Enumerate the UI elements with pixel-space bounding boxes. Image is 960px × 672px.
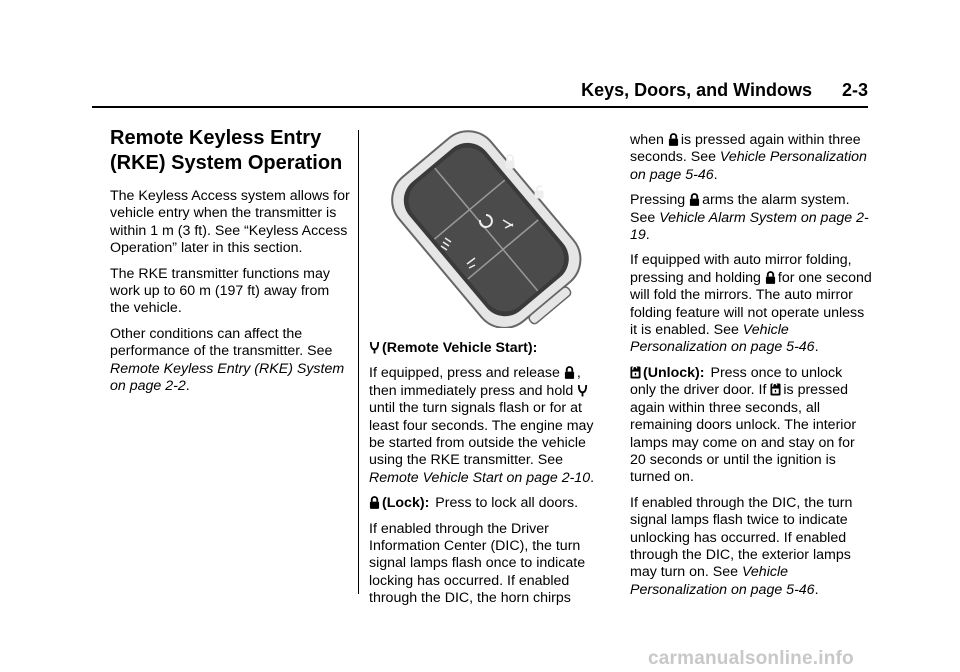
term-label: (Lock): [382,495,430,512]
lock-entry [369,495,611,512]
text: arms the alarm system. See [630,192,850,226]
text: . [713,166,718,183]
text: . [645,227,650,244]
text: Press once to unlock only the driver door. If [630,364,843,399]
text: If equipped, press and release [369,365,564,382]
remote-start-entry [369,340,611,357]
paragraph [110,326,350,396]
text: for one second will fold the mirrors. The auto mirror folding feature will not operate unless it is enabled. See [630,269,872,339]
lock-icon [765,271,776,284]
heading-line-1: Remote Keyless Entry [110,127,322,149]
text: until the turn signals flash or for at least four seconds. The engine may be started from outside the vehicle using the RKE transmitter. See [369,400,594,469]
text: Other conditions can affect the performance of the transmitter. See [110,325,333,360]
paragraph: The RKE transmitter functions may work up to 60 m (197 ft) away from the vehicle. [110,265,330,317]
cross-reference-link[interactable]: Vehicle Alarm System on page 2-19 [630,209,869,244]
term-label: (Unlock): [643,364,705,381]
lock-icon [369,496,380,509]
section-heading [110,126,350,176]
paragraph [369,365,611,487]
watermark: carmanualsonline.info [648,648,854,669]
text: . [590,469,595,486]
text: Press to lock all doors. [435,495,579,512]
unlock-icon [770,383,781,396]
lock-icon [668,133,679,146]
text: . [814,581,819,598]
header-section: Keys, Doors, and Windows [581,80,812,100]
text: If equipped with auto mirror folding, pressing and holding [630,252,852,286]
remote-start-icon [577,384,588,397]
heading-line-2: (RKE) System Operation [110,152,343,174]
unlock-entry [630,365,872,487]
column-1 [110,126,350,403]
text: then immediately press and hold [369,382,578,399]
header-rule [92,106,868,108]
text: If enabled through the DIC, the turn signal lamps flash twice to indicate unlocking has occurred. If enabled through the DIC, the exterior lamps may turn on. See [630,494,853,581]
running-header [92,80,868,102]
term-label: (Remote Vehicle Start): [382,340,538,356]
paragraph: The Keyless Access system allows for vehicle entry when the transmitter is within 1 m (3 ft). See “Keyless Access Operation” later in this section. [110,188,350,257]
unlock-icon [630,366,641,379]
key-fob-image [385,128,585,328]
paragraph [630,495,872,599]
paragraph [630,132,872,184]
remote-start-icon [369,341,380,354]
column-2 [369,340,611,616]
cross-reference-link[interactable]: Vehicle Personalization on page 5-46 [630,564,815,598]
paragraph [630,192,872,244]
lock-icon [564,366,575,379]
text: is pressed again within three seconds, all remaining doors unlock. The interior lamps may come on and stay on for 20 seconds or until the ignition is turned on. [630,382,857,486]
text: Pressing [630,192,690,209]
header-page-number: 2-3 [841,80,868,100]
cross-reference-link[interactable]: Vehicle Personalization on page 5-46 [630,149,867,183]
column-3 [630,132,872,607]
column-divider [358,130,359,594]
cross-reference-link[interactable]: Remote Vehicle Start on page 2-10 [369,469,591,486]
paragraph: If enabled through the Driver Information Center (DIC), the turn signal lamps flash once to indicate locking has occurred. If enabled through the DIC, the horn chirps [369,520,586,607]
text: when [630,132,668,148]
cross-reference-link[interactable]: Remote Keyless Entry (RKE) System on page 2-2 [110,360,345,395]
cross-reference-link[interactable]: Vehicle Personalization on page 5-46 [630,322,815,356]
lock-icon [689,193,700,206]
text: is pressed again within three seconds. See [630,132,861,166]
text: , [576,365,581,382]
paragraph [630,252,872,356]
text: . [185,378,190,395]
text: . [814,339,819,356]
